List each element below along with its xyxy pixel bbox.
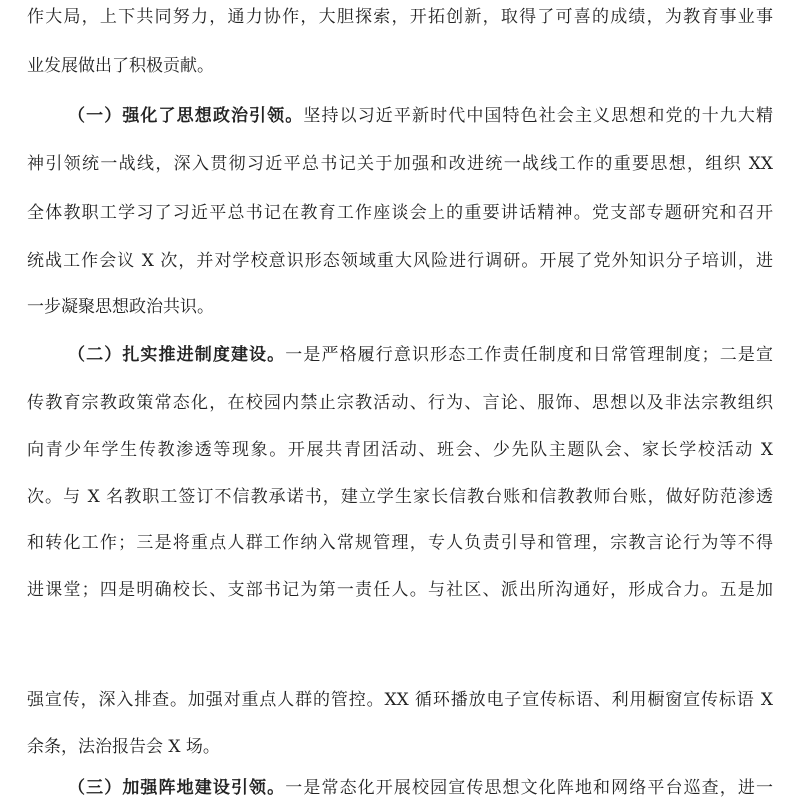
- section-1-first-line: [68, 104, 773, 128]
- paragraph-line: 作大局，上下共同努力，通力协作，大胆探索，开拓创新，取得了可喜的成绩，为教育事业事: [27, 7, 773, 27]
- paragraph-line: 次。与 X 名教职工签订不信教承诺书，建立学生家长信教台账和信教教师台账，做好防范渗透: [27, 487, 773, 507]
- paragraph-line: 全体教职工学习了习近平总书记在教育工作座谈会上的重要讲话精神。党支部专题研究和召开: [27, 203, 773, 223]
- section-2-heading: （二）扎实推进制度建设。: [68, 345, 286, 365]
- paragraph-line: 进课堂；四是明确校长、支部书记为第一责任人。与社区、派出所沟通好，形成合力。五是加: [27, 580, 773, 600]
- paragraph-line: 一步凝聚思想政治共识。: [27, 297, 214, 317]
- paragraph-line: 传教育宗教政策常态化，在校园内禁止宗教活动、行为、言论、服饰、思想以及非法宗教组织: [27, 393, 773, 413]
- paragraph-text: 一是常态化开展校园宣传思想文化阵地和网络平台巡查，进一: [285, 778, 774, 798]
- paragraph-line: 神引领统一战线，深入贯彻习近平总书记关于加强和改进统一战线工作的重要思想，组织 XX: [27, 154, 773, 174]
- paragraph-text: 一是严格履行意识形态工作责任制度和日常管理制度；二是宣: [285, 345, 774, 365]
- section-3-heading: （三）加强阵地建设引领。: [68, 778, 286, 798]
- paragraph-line: 余条，法治报告会 X 场。: [27, 737, 220, 757]
- paragraph-line: 强宣传，深入排查。加强对重点人群的管控。XX 循环播放电子宣传标语、利用橱窗宣传标语 X: [27, 690, 773, 710]
- section-1-heading: （一）强化了思想政治引领。: [68, 106, 304, 126]
- section-3-first-line: [68, 776, 773, 800]
- paragraph-line: 统战工作会议 X 次，并对学校意识形态领域重大风险进行调研。开展了党外知识分子培训，进: [27, 251, 773, 271]
- paragraph-line: 向青少年学生传教渗透等现象。开展共青团活动、班会、少先队主题队会、家长学校活动 X: [27, 440, 773, 460]
- paragraph-line: 和转化工作；三是将重点人群工作纳入常规管理，专人负责引导和管理，宗教言论行为等不得: [27, 533, 773, 553]
- section-2-first-line: [68, 343, 773, 367]
- paragraph-line: 业发展做出了积极贡献。: [27, 56, 214, 76]
- paragraph-text: 坚持以习近平新时代中国特色社会主义思想和党的十九大精: [303, 106, 774, 126]
